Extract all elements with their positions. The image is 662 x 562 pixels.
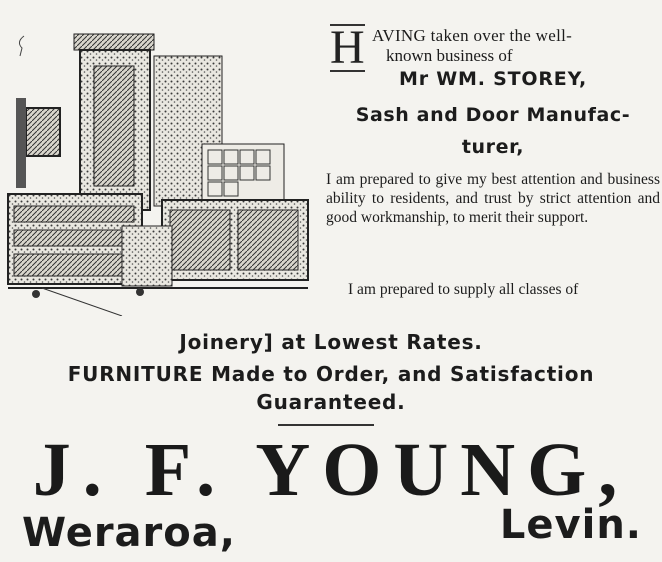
intro-block (326, 21, 660, 74)
proprietor-name: J. F. YOUNG, (32, 428, 630, 512)
previous-owner-name: Mr WM. STOREY, (398, 68, 588, 90)
joinery-offer: Joinery] at Lowest Rates. (179, 330, 483, 354)
trade-title-line-1: Sash and Door Manufac- (355, 104, 631, 126)
intro-line-1: AVING taken over the well- (372, 26, 573, 45)
furniture-illustration (2, 26, 314, 316)
body-paragraph-2: I am prepared to supply all classes of (348, 281, 579, 298)
location-levin: Levin. (499, 502, 642, 548)
guarantee-line: Guaranteed. (256, 390, 406, 414)
location-weraroa: Weraroa, (22, 510, 236, 556)
furniture-offer: FURNITURE Made to Order, and Satisfaction (67, 362, 595, 386)
divider-rule (278, 424, 374, 426)
body-paragraph-1: I am prepared to give my best attention and business ability to residents, and trust by strict attention and good workmanship, to merit their support. (326, 171, 660, 226)
intro-line-2: known business of (386, 46, 513, 65)
intro-column (326, 21, 660, 298)
trade-title-line-2: turer, (461, 136, 525, 158)
furniture-engraving-icon (2, 26, 314, 316)
drop-cap: H (330, 21, 365, 74)
